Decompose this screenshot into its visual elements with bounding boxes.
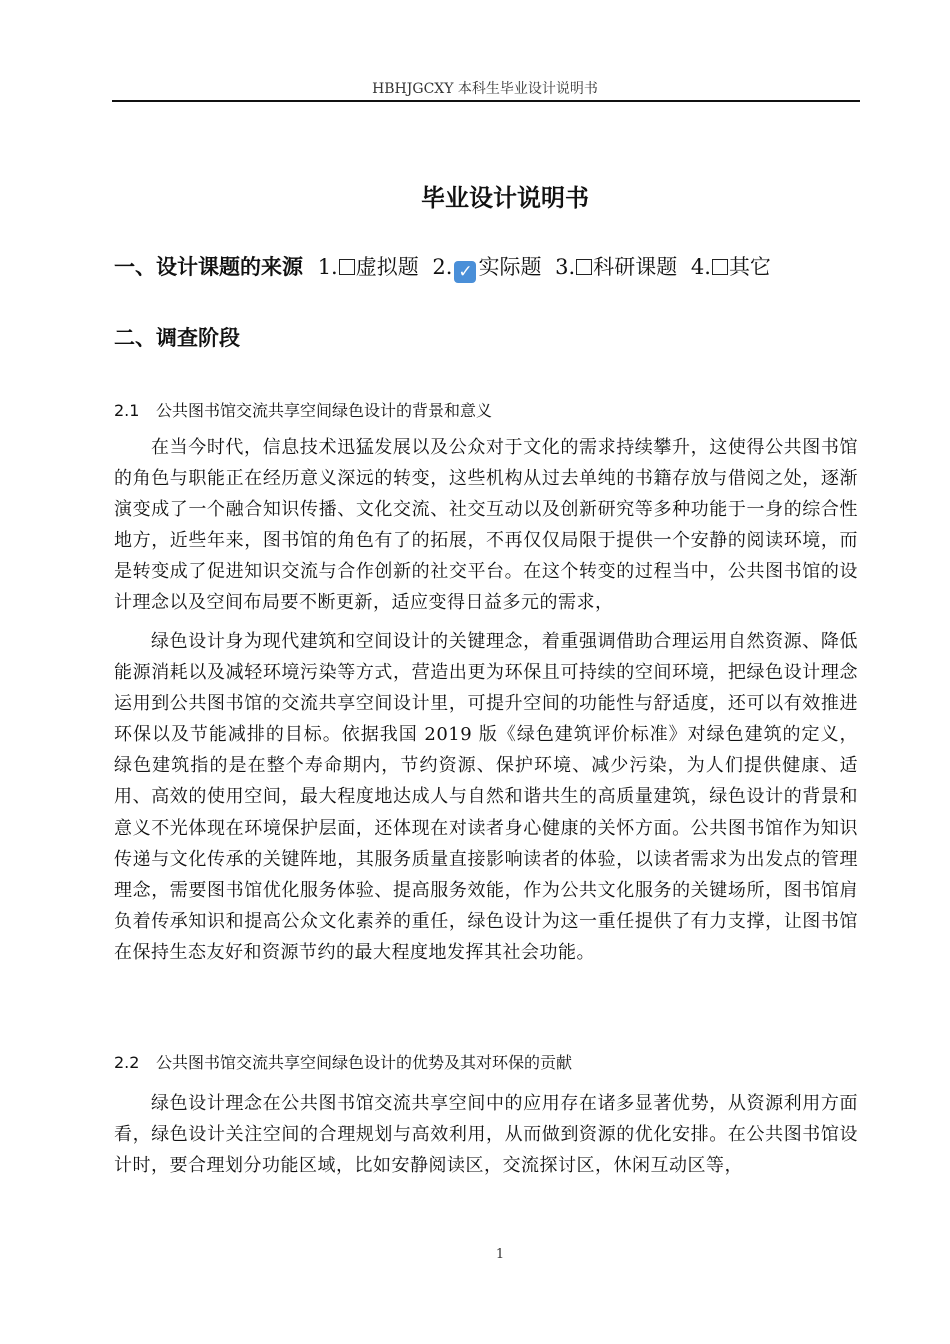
paragraph: 绿色设计理念在公共图书馆交流共享空间中的应用存在诸多显著优势，从资源利用方面看，绿色设计关注空间的合理规划与高效利用，从而做到资源的优化安排。在公共图书馆设计时，要合理划分功能区域，比如安静阅读区，交流探讨区，休闲互动区等， (114, 1093, 858, 1177)
subsection-title: 公共图书馆交流共享空间绿色设计的背景和意义 (156, 401, 493, 420)
option-research[interactable]: 3. 科研课题 (555, 255, 678, 279)
header-divider (112, 100, 860, 102)
header-text: HBHJGCXY 本科生毕业设计说明书 (372, 81, 598, 97)
section-1-source (114, 251, 778, 283)
subsection-2-2-heading (114, 1050, 572, 1073)
subsection-2-1-heading (114, 398, 492, 421)
subsection-number: 2.2 (114, 1053, 140, 1072)
document-title: 毕业设计说明书 (421, 184, 589, 212)
option-other[interactable]: 4. 其它 (690, 255, 771, 279)
checkbox-empty-icon[interactable] (339, 259, 355, 275)
subsection-title: 公共图书馆交流共享空间绿色设计的优势及其对环保的贡献 (156, 1053, 573, 1072)
paragraph: 绿色设计身为现代建筑和空间设计的关键理念，着重强调借助合理运用自然资源、降低能源消耗以及减轻环境污染等方式，营造出更为环保且可持续的空间环境，把绿色设计理念运用到公共图书馆的交流共享空间设计里，可提升空间的功能性与舒适度，还可以有效推进环保以及节能减排的目标。依据我国 2019 版《绿色建筑评价标准》对绿色建筑的定义，绿色建筑指的是在整个寿命期内，节约资源、保护环境、减少污染，为人们提供健康、适用、高效的使用空间，最大程度地达成人与自然和谐共生的高质量建筑，绿色设计的背景和意义不光体现在环境保护层面，还体现在对读者身心健康的关怀方面。公共图书馆作为知识传递与文化传承的关键阵地，其服务质量直接影响读者的体验，以读者需求为出发点的管理理念，需要图书馆优化服务体验、提高服务效能，作为公共文化服务的关键场所，图书馆肩负着传承知识和提高公众文化素养的重任，绿色设计为这一重任提供了有力支撑，让图书馆在保持生态友好和资源节约的最大程度地发挥其社会功能。 (114, 631, 858, 963)
paragraph: 在当今时代，信息技术迅猛发展以及公众对于文化的需求持续攀升，这使得公共图书馆的角色与职能正在经历意义深远的转变，这些机构从过去单纯的书籍存放与借阅之处，逐渐演变成了一个融合知识传播、文化交流、社交互动以及创新研究等多种功能于一身的综合性地方，近些年来，图书馆的角色有了的拓展，不再仅仅局限于提供一个安静的阅读环境，而是转变成了促进知识交流与合作创新的社交平台。在这个转变的过程当中，公共图书馆的设计理念以及空间布局要不断更新，适应变得日益多元的需求， (114, 437, 858, 614)
checkbox-empty-icon[interactable] (576, 259, 592, 275)
section-1-label: 一、设计课题的来源 (114, 255, 303, 279)
page-number: 1 (495, 1247, 505, 1262)
checkbox-empty-icon[interactable] (712, 259, 728, 275)
option-virtual[interactable]: 1. 虚拟题 (317, 255, 419, 279)
subsection-number: 2.1 (114, 401, 140, 420)
section-2-heading: 二、调查阶段 (114, 326, 240, 350)
checkbox-checked-icon[interactable]: ✓ (454, 261, 476, 283)
option-actual[interactable]: 2. ✓ 实际题 (432, 255, 542, 282)
